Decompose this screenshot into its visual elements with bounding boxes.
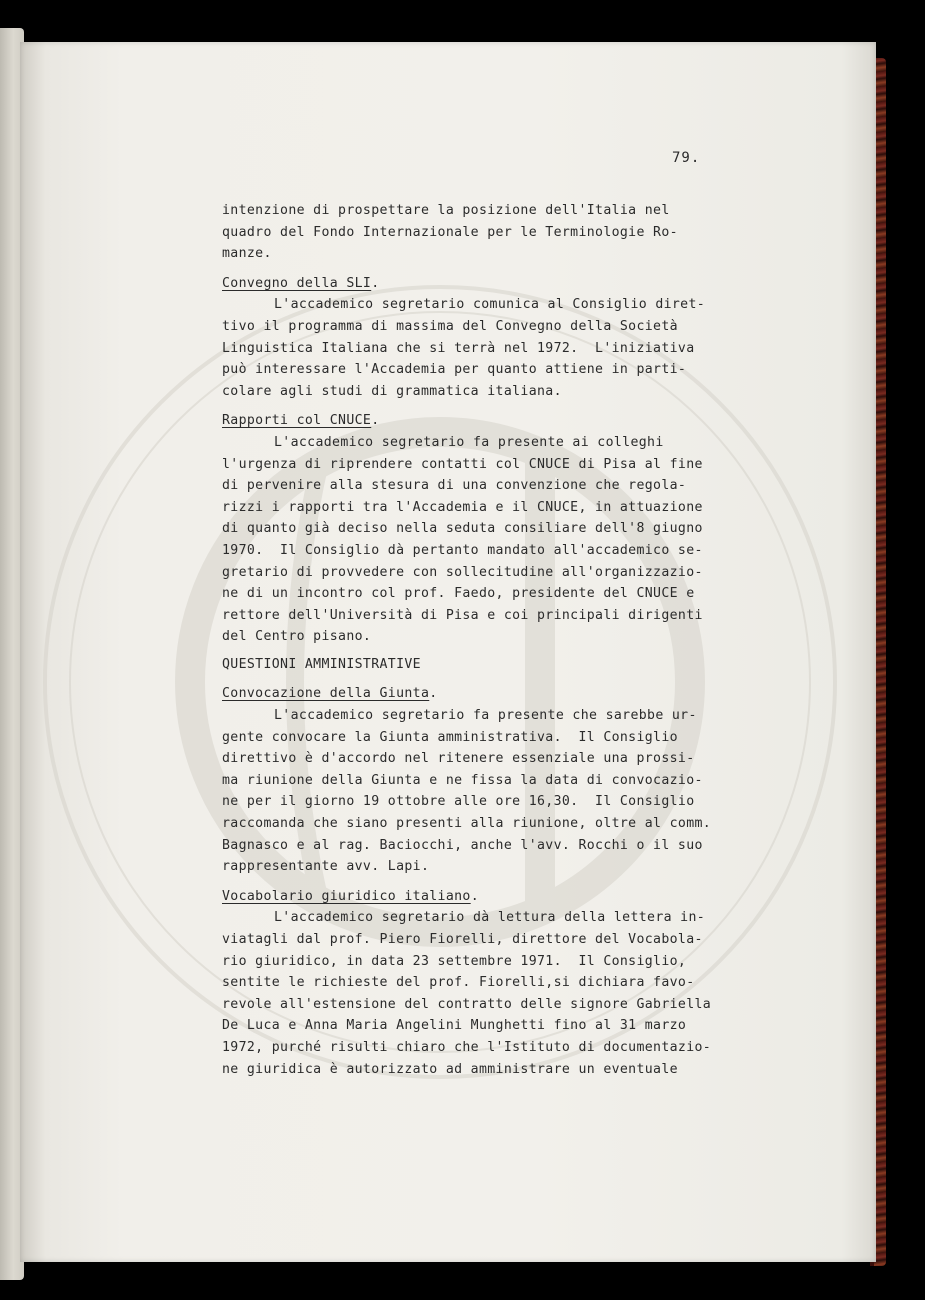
text-line: De Luca e Anna Maria Angelini Munghetti fino al 31 marzo xyxy=(222,1018,687,1034)
text-line: l'urgenza di riprendere contatti col CNUCE di Pisa al fine xyxy=(222,456,703,472)
document-body xyxy=(222,200,762,1080)
section-heading-giunta: Convocazione della Giunta. xyxy=(222,686,438,702)
text-line: del Centro pisano. xyxy=(222,629,372,645)
paragraph-giunta xyxy=(222,705,762,878)
text-line: 1972, purché risulti chiaro che l'Istituto di documentazio- xyxy=(222,1039,712,1055)
section-heading-cnuce: Rapporti col CNUCE. xyxy=(222,413,380,429)
text-line: gretario di provvedere con sollecitudine all'organizzazio- xyxy=(222,564,703,580)
text-line: ne giuridica è autorizzato ad amministrare un eventuale xyxy=(222,1061,678,1077)
page-number: 79. xyxy=(672,150,701,166)
text-line: di pervenire alla stesura di una convenzione che regola- xyxy=(222,478,687,494)
section-heading-convegno: Convegno della SLI. xyxy=(222,275,380,291)
text-line: rettore dell'Università di Pisa e coi principali dirigenti xyxy=(222,607,703,623)
heading-text: Convegno della SLI xyxy=(222,275,372,291)
text-line: sentite le richieste del prof. Fiorelli,si dichiara favo- xyxy=(222,975,695,991)
text-line: manze. xyxy=(222,246,272,262)
text-line: rizzi i rapporti tra l'Accademia e il CNUCE, in attuazione xyxy=(222,499,703,515)
text-line: L'accademico segretario comunica al Consiglio diret- xyxy=(274,297,706,313)
text-line: L'accademico segretario dà lettura della lettera in- xyxy=(274,910,706,926)
text-line: ne di un incontro col prof. Faedo, presidente del CNUCE e xyxy=(222,586,695,602)
text-line: quadro del Fondo Internazionale per le Terminologie Ro- xyxy=(222,224,678,240)
text-line: Bagnasco e al rag. Baciocchi, anche l'avv. Rocchi o il suo xyxy=(222,837,703,853)
text-line: Linguistica Italiana che si terrà nel 1972. L'iniziativa xyxy=(222,340,695,356)
text-line: gente convocare la Giunta amministrativa. Il Consiglio xyxy=(222,729,678,745)
text-line: intenzione di prospettare la posizione dell'Italia nel xyxy=(222,203,670,218)
paragraph-vocabolario xyxy=(222,907,762,1080)
text-line: raccomanda che siano presenti alla riunione, oltre al comm. xyxy=(222,816,712,832)
heading-text: Vocabolario giuridico italiano xyxy=(222,888,471,904)
heading-text: Convocazione della Giunta xyxy=(222,686,430,702)
text-line: ne per il giorno 19 ottobre alle ore 16,30. Il Consiglio xyxy=(222,794,695,810)
text-line: revole all'estensione del contratto delle signore Gabriella xyxy=(222,996,712,1012)
paragraph-convegno xyxy=(222,294,762,402)
intro-paragraph xyxy=(222,200,762,265)
heading-text: Rapporti col CNUCE xyxy=(222,413,372,429)
text-line: 1970. Il Consiglio dà pertanto mandato all'accademico se- xyxy=(222,542,703,558)
text-line: rappresentante avv. Lapi. xyxy=(222,859,430,875)
text-line: viatagli dal prof. Piero Fiorelli, direttore del Vocabola- xyxy=(222,932,703,947)
text-line: di quanto già deciso nella seduta consiliare dell'8 giugno xyxy=(222,521,703,537)
text-line: tivo il programma di massima del Convegno della Società xyxy=(222,318,678,334)
section-title-questioni: QUESTIONI AMMINISTRATIVE xyxy=(222,656,421,672)
text-line: rio giuridico, in data 23 settembre 1971. Il Consiglio, xyxy=(222,953,687,969)
section-heading-vocabolario: Vocabolario giuridico italiano. xyxy=(222,888,479,904)
text-line: può interessare l'Accademia per quanto attiene in parti- xyxy=(222,362,687,378)
text-line: direttivo è d'accordo nel ritenere essenziale una prossi- xyxy=(222,751,695,767)
paragraph-cnuce xyxy=(222,432,762,648)
text-line: L'accademico segretario fa presente ai colleghi xyxy=(274,434,664,450)
text-line: L'accademico segretario fa presente che sarebbe ur- xyxy=(274,708,697,724)
text-line: ma riunione della Giunta e ne fissa la data di convocazio- xyxy=(222,772,703,788)
text-line: colare agli studi di grammatica italiana. xyxy=(222,383,562,399)
